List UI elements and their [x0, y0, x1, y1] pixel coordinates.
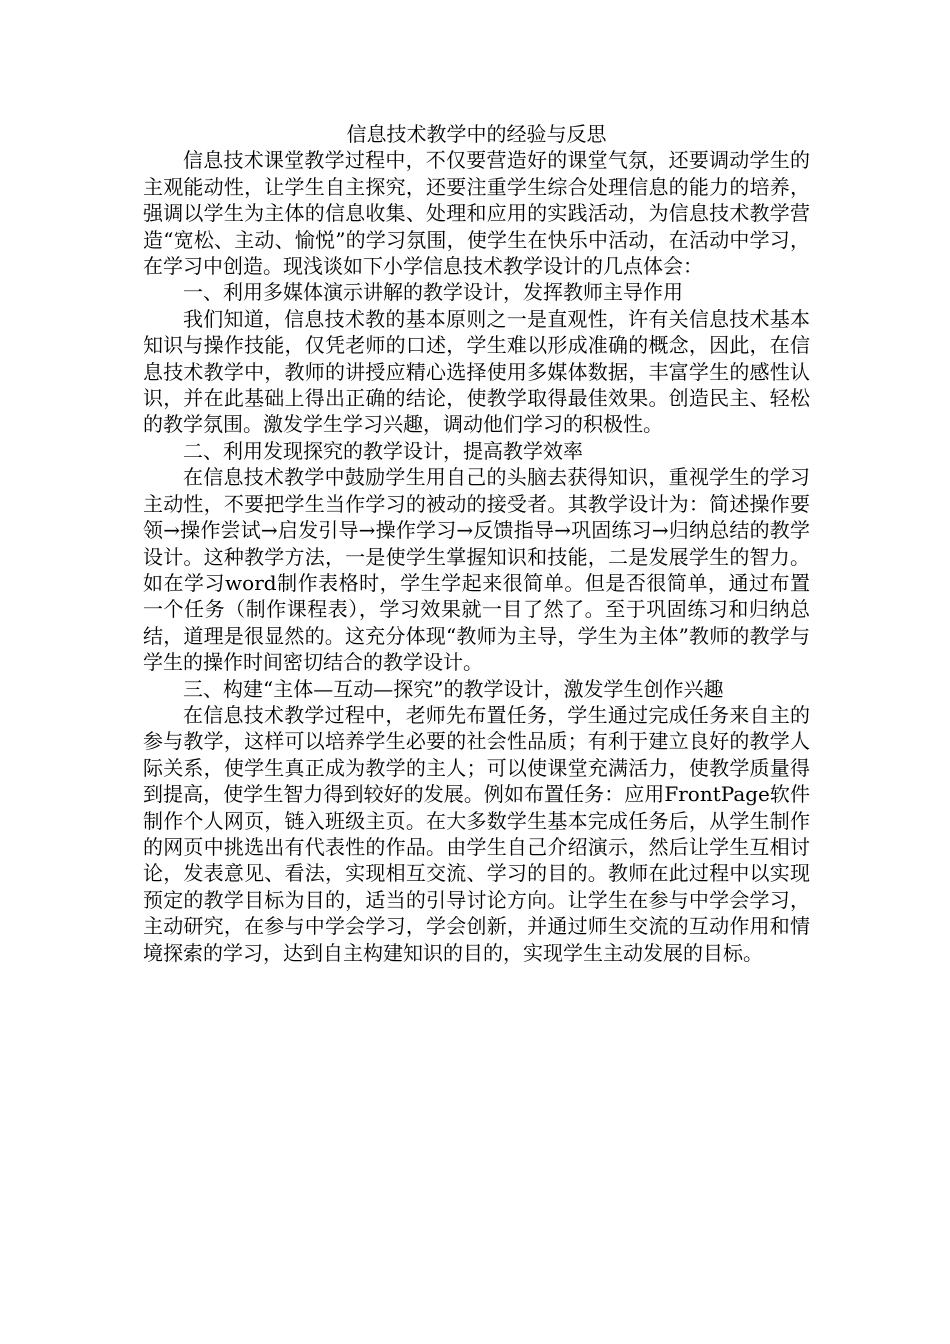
document-title: 信息技术教学中的经验与反思 [346, 122, 607, 146]
section-heading-3: 三、构建“主体—互动—探究”的教学设计，激发学生创作兴趣 [183, 676, 724, 701]
document-body [143, 121, 810, 966]
section-body-1: 我们知道，信息技术教的基本原则之一是直观性，许有关信息技术基本知识与操作技能，仅凭老师的口述，学生难以形成准确的概念，因此，在信息技术教学中，教师的讲授应精心选择使用多媒体数据，丰富学生的感性认识，并在此基础上得出正确的结论，使教学取得最佳效果。创造民主、轻松的教学氛围。激发学生学习兴趣，调动他们学习的积极性。 [143, 306, 810, 437]
section-heading-2: 二、利用发现探究的教学设计，提高教学效率 [183, 438, 583, 463]
section-body-2: 在信息技术教学中鼓励学生用自己的头脑去获得知识，重视学生的学习主动性，不要把学生当作学习的被动的接受者。其教学设计为：简述操作要领→操作尝试→启发引导→操作学习→反馈指导→巩固练习→归纳总结的教学设计。这种教学方法，一是使学生掌握知识和技能，二是发展学生的智力。如在学习word制作表格时，学生学起来很简单。但是否很简单，通过布置一个任务（制作课程表），学习效果就一目了然了。至于巩固练习和归纳总结，道理是很显然的。这充分体现“教师为主导，学生为主体”教师的教学与学生的操作时间密切结合的教学设计。 [143, 465, 810, 675]
section-heading-1: 一、利用多媒体演示讲解的教学设计，发挥教师主导作用 [183, 280, 683, 305]
section-body-3: 在信息技术教学过程中，老师先布置任务，学生通过完成任务来自主的参与教学，这样可以培养学生必要的社会性品质；有利于建立良好的教学人际关系，使学生真正成为教学的主人；可以使课堂充满活力，使教学质量得到提高，使学生智力得到较好的发展。例如布置任务：应用FrontPage软件制作个人网页，链入班级主页。在大多数学生基本完成任务后，从学生制作的网页中挑选出有代表性的作品。由学生自己介绍演示，然后让学生互相讨论，发表意见、看法，实现相互交流、学习的目的。教师在此过程中以实现预定的教学目标为目的，适当的引导讨论方向。让学生在参与中学会学习，主动研究，在参与中学会学习，学会创新，并通过师生交流的互动作用和情境探索的学习，达到自主构建知识的目的，实现学生主动发展的目标。 [143, 702, 810, 965]
intro-paragraph: 信息技术课堂教学过程中，不仅要营造好的课堂气氛，还要调动学生的主观能动性，让学生自主探究，还要注重学生综合处理信息的能力的培养，强调以学生为主体的信息收集、处理和应用的实践活动，为信息技术教学营造“宽松、主动、愉悦”的学习氛围，使学生在快乐中活动，在活动中学习，在学习中创造。现浅谈如下小学信息技术教学设计的几点体会： [143, 148, 810, 279]
